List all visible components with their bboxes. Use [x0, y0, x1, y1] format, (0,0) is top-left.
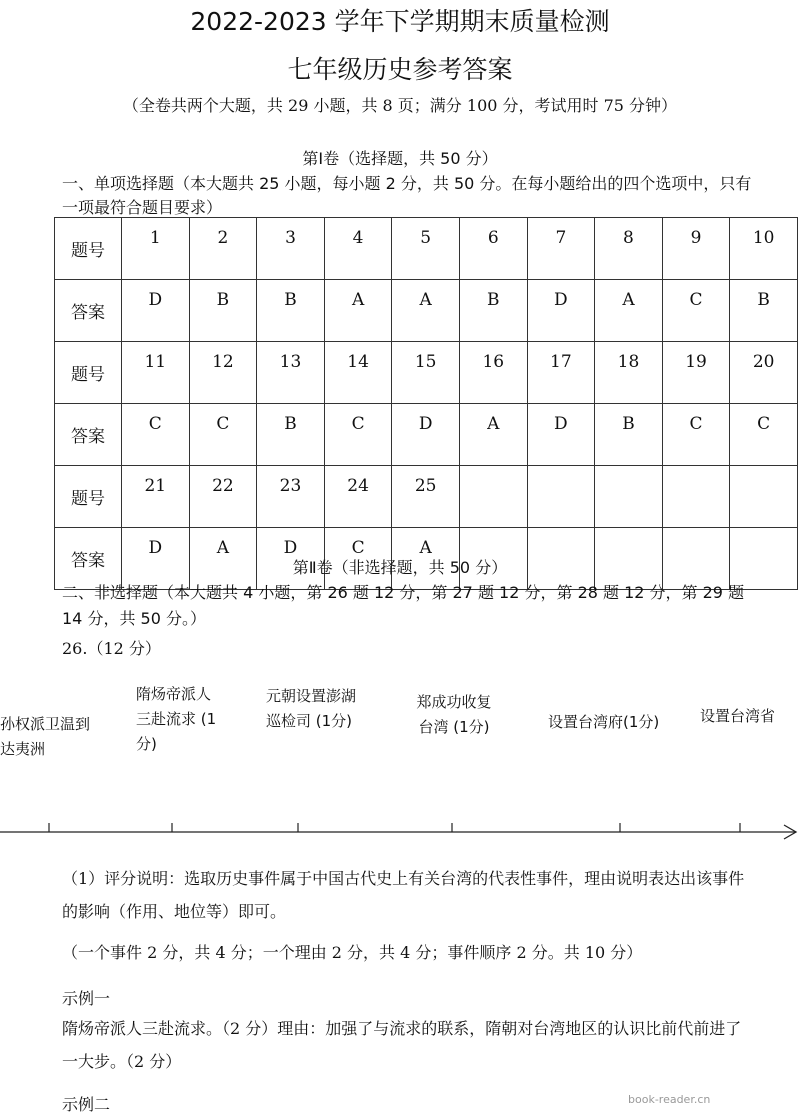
answer-cell: B — [189, 280, 257, 342]
answer-key-title: 七年级历史参考答案 — [287, 55, 513, 84]
answer-row — [55, 280, 798, 342]
answer-table — [54, 217, 798, 590]
answer-cell: C — [189, 404, 257, 466]
row-label-answer: 答案 — [55, 528, 122, 590]
question-number-cell: 11 — [122, 342, 190, 404]
section1-title: 一、单项选择题（本大题共 25 小题，每小题 2 分，共 50 分。在每小题给出的四个选项中，只有一项最符合题目要求） — [62, 174, 752, 217]
answer-row — [55, 404, 798, 466]
question-number-cell — [527, 466, 595, 528]
part2-title: 第Ⅱ卷（非选择题，共 50 分） — [292, 558, 508, 577]
timeline-event: 元朝设置澎湖巡检司 (1分) — [266, 687, 357, 730]
answer-cell: D — [257, 528, 325, 590]
answer-cell: C — [662, 280, 730, 342]
answer-cell: C — [122, 404, 190, 466]
part1-title: 第Ⅰ卷（选择题，共 50 分） — [302, 149, 498, 168]
row-label-question: 题号 — [55, 218, 122, 280]
section2-title: 二、非选择题（本大题共 4 小题，第 26 题 12 分，第 27 题 12 分，第 28 题 12 分，第 29 题 14 分，共 50 分。） — [62, 583, 745, 628]
row-label-answer: 答案 — [55, 404, 122, 466]
question-row — [55, 218, 798, 280]
question-number-cell: 20 — [730, 342, 798, 404]
example2-title: 示例二 — [62, 1095, 111, 1114]
question-number-cell: 25 — [392, 466, 460, 528]
question-number-cell: 21 — [122, 466, 190, 528]
question-number-cell: 15 — [392, 342, 460, 404]
answer-cell: D — [527, 404, 595, 466]
answer-cell: A — [392, 528, 460, 590]
watermark: book-reader.cn — [628, 1093, 711, 1106]
timeline-event: 设置台湾省 — [700, 707, 776, 725]
question-number-cell: 14 — [324, 342, 392, 404]
answer-cell: D — [122, 528, 190, 590]
question-number-cell — [459, 466, 527, 528]
question-number-cell — [662, 466, 730, 528]
timeline-event: 隋炀帝派人三赴流求 (1分) — [136, 685, 217, 753]
answer-cell: C — [662, 404, 730, 466]
question-number-cell: 1 — [122, 218, 190, 280]
answer-cell: C — [730, 404, 798, 466]
answer-cell: A — [595, 280, 663, 342]
question-number-cell: 8 — [595, 218, 663, 280]
question-number-cell: 19 — [662, 342, 730, 404]
row-label-question: 题号 — [55, 342, 122, 404]
row-label-answer: 答案 — [55, 280, 122, 342]
scoring-points: （一个事件 2 分，共 4 分；一个理由 2 分，共 4 分；事件顺序 2 分。共 10 分） — [62, 943, 643, 962]
question-row — [55, 342, 798, 404]
question-number-cell: 12 — [189, 342, 257, 404]
answer-cell: D — [122, 280, 190, 342]
scoring-note: （1）评分说明：选取历史事件属于中国古代史上有关台湾的代表性事件，理由说明表达出该事件的影响（作用、地位等）即可。 — [62, 869, 745, 921]
question-row — [55, 466, 798, 528]
answer-cell: B — [459, 280, 527, 342]
question-number-cell: 6 — [459, 218, 527, 280]
question-number-cell: 17 — [527, 342, 595, 404]
timeline-axis — [0, 820, 800, 844]
answer-cell: D — [392, 404, 460, 466]
example1-text: 隋炀帝派人三赴流求。（2 分）理由：加强了与流求的联系，隋朝对台湾地区的认识比前代前进了一大步。（2 分） — [62, 1019, 742, 1071]
question-number-cell: 24 — [324, 466, 392, 528]
question-number-cell — [595, 466, 663, 528]
answer-cell: A — [324, 280, 392, 342]
example1-title: 示例一 — [62, 989, 111, 1008]
question-number-cell: 23 — [257, 466, 325, 528]
question-number-cell: 2 — [189, 218, 257, 280]
question-number-cell: 9 — [662, 218, 730, 280]
timeline-event: 设置台湾府(1分) — [548, 713, 660, 731]
question-number-cell: 22 — [189, 466, 257, 528]
question-number-cell: 3 — [257, 218, 325, 280]
question-number-cell: 13 — [257, 342, 325, 404]
answer-cell: C — [324, 404, 392, 466]
question-number-cell: 5 — [392, 218, 460, 280]
exam-title: 2022-2023 学年下学期期末质量检测 — [190, 7, 610, 36]
answer-cell: D — [527, 280, 595, 342]
question-number-cell: 4 — [324, 218, 392, 280]
answer-cell: A — [189, 528, 257, 590]
answer-cell: B — [257, 404, 325, 466]
question-number-cell: 18 — [595, 342, 663, 404]
row-label-question: 题号 — [55, 466, 122, 528]
answer-cell: B — [257, 280, 325, 342]
question-number-cell: 16 — [459, 342, 527, 404]
answer-cell: C — [324, 528, 392, 590]
exam-info: （全卷共两个大题，共 29 小题，共 8 页；满分 100 分，考试用时 75 分钟） — [122, 96, 678, 115]
answer-cell: A — [392, 280, 460, 342]
question-number-cell: 10 — [730, 218, 798, 280]
answer-cell: B — [595, 404, 663, 466]
answer-cell: B — [730, 280, 798, 342]
question-26-label: 26.（12 分） — [62, 639, 161, 658]
question-number-cell: 7 — [527, 218, 595, 280]
timeline-event: 郑成功收复台湾 (1分) — [416, 693, 492, 736]
answer-cell: A — [459, 404, 527, 466]
timeline-event: 孙权派卫温到达夷洲 — [0, 715, 91, 758]
question-number-cell — [730, 466, 798, 528]
